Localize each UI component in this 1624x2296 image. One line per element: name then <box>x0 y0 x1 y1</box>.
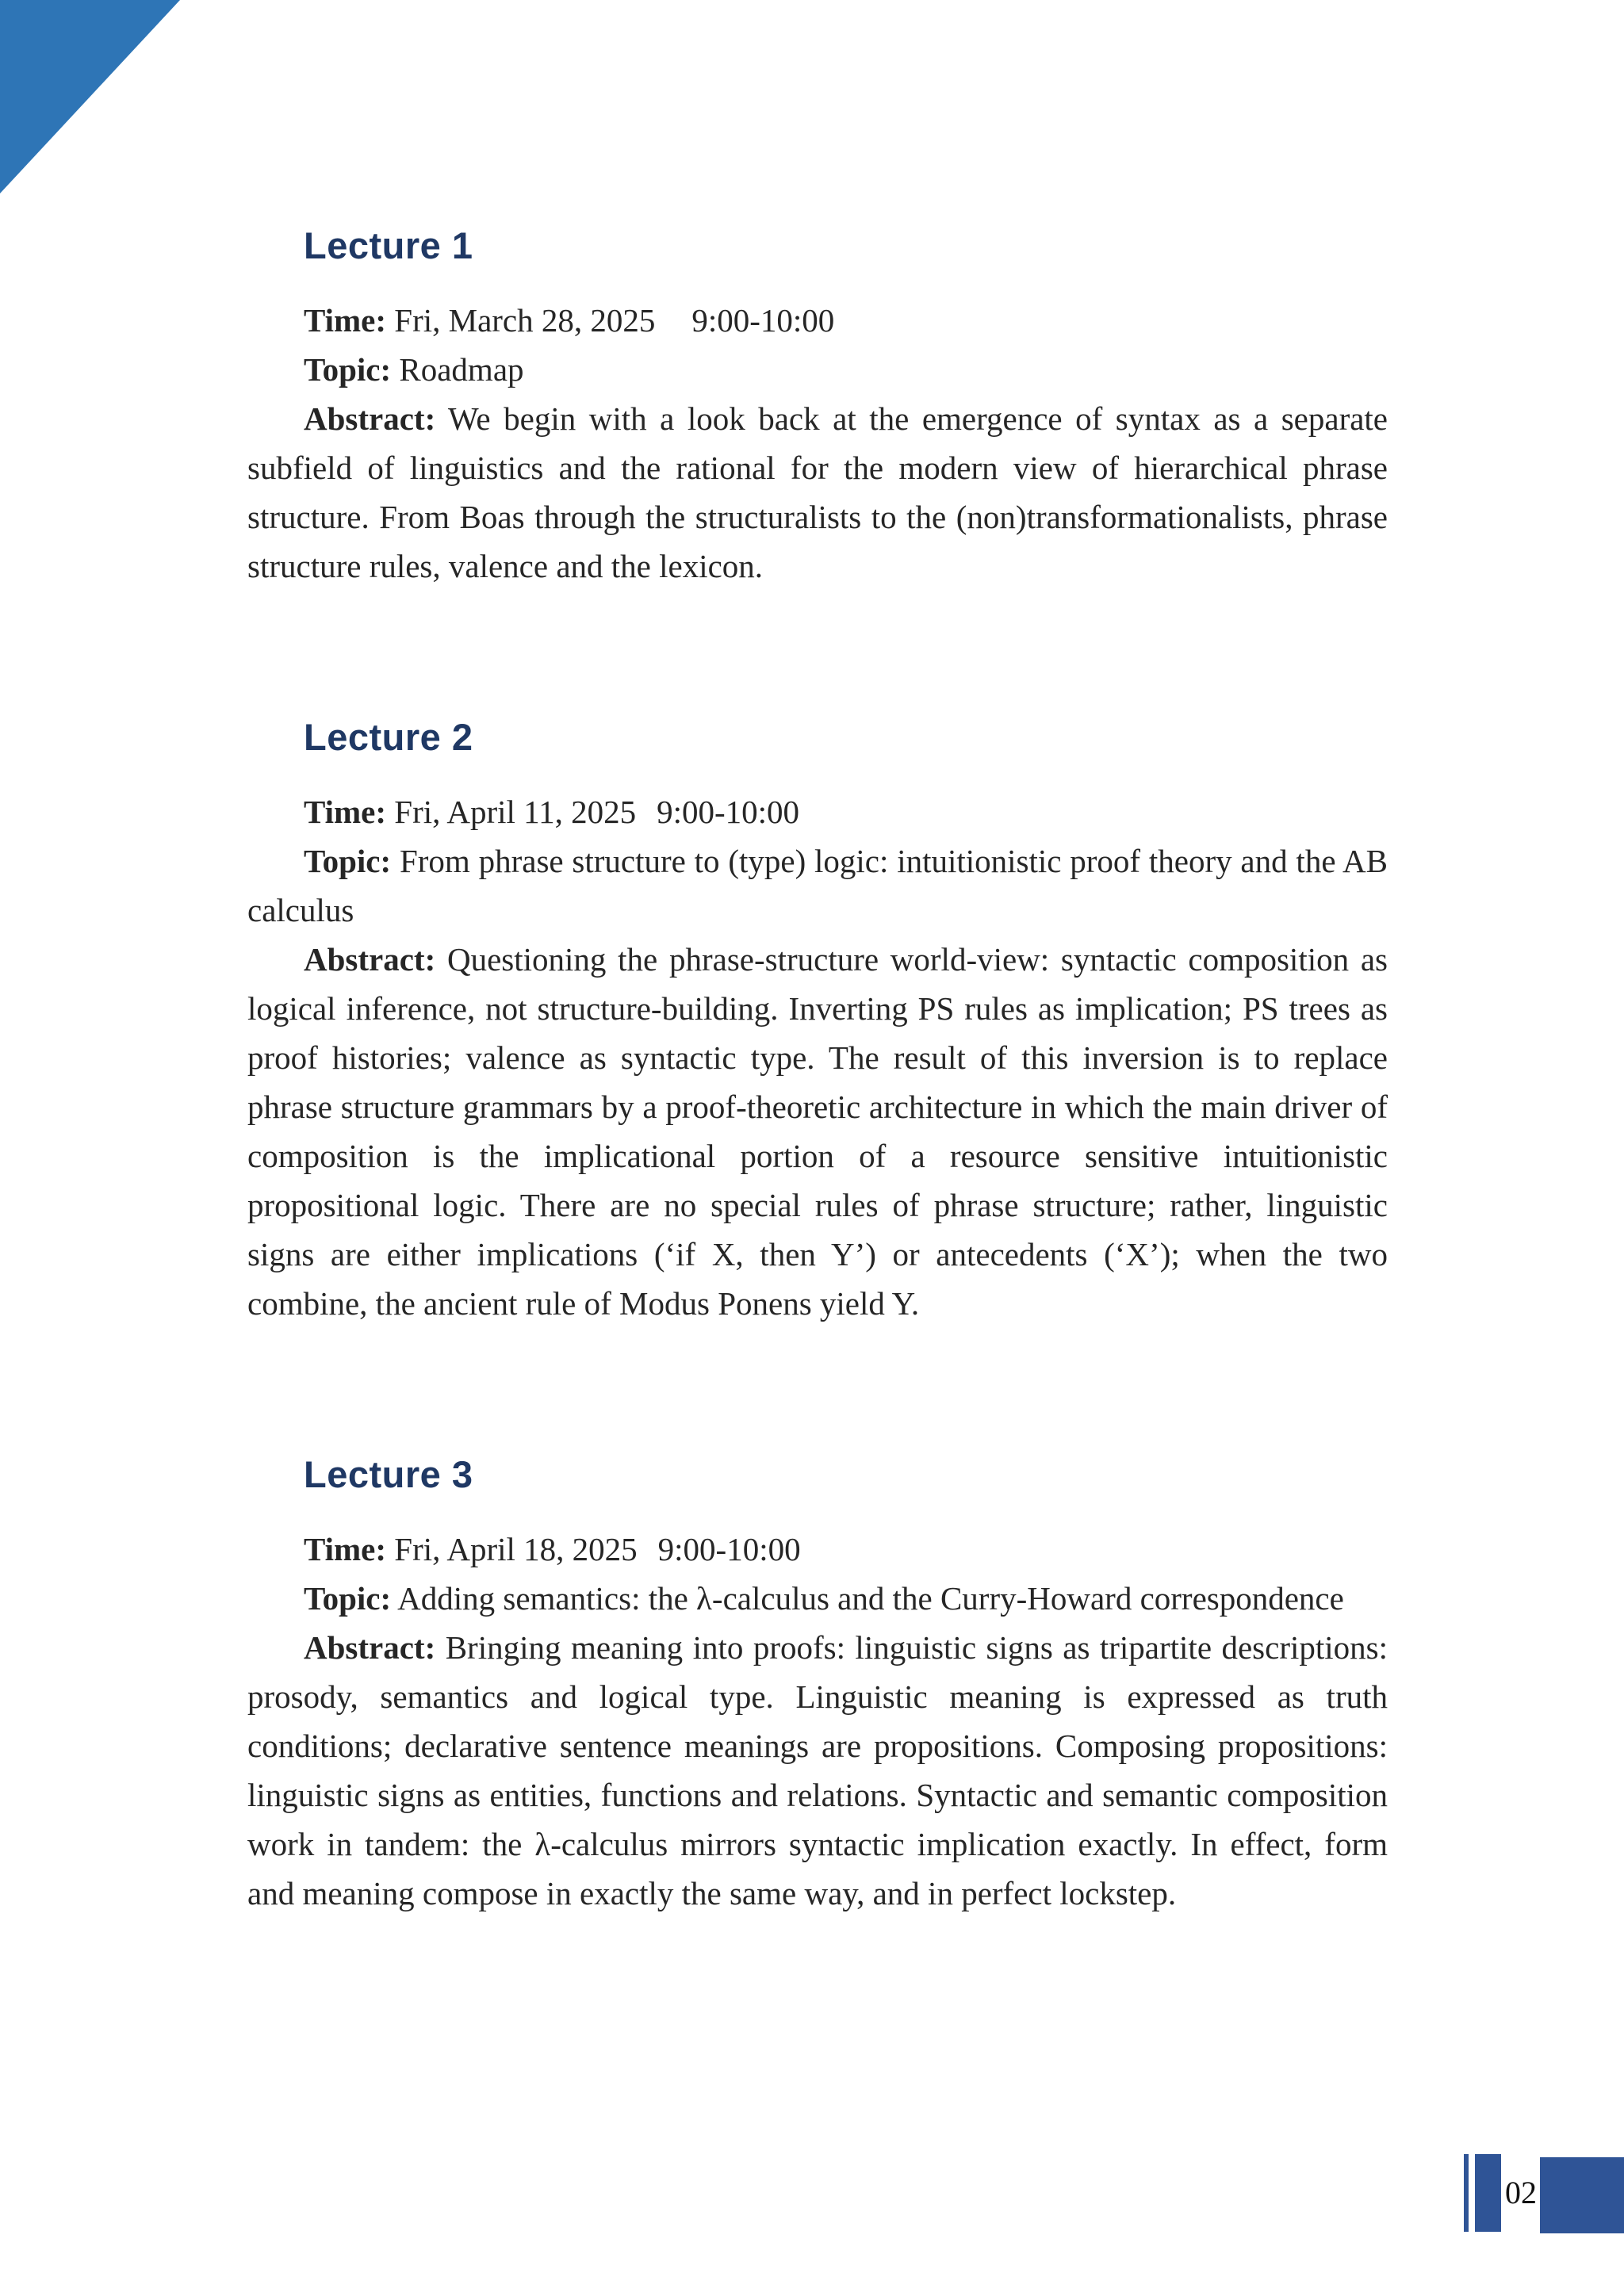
time-date: Fri, March 28, 2025 <box>394 302 656 339</box>
topic-label: Topic: <box>304 843 392 879</box>
lecture-3-section <box>247 1453 1388 1918</box>
page-number: 02 <box>1505 2175 1537 2210</box>
time-range: 9:00-10:00 <box>657 1531 801 1567</box>
lecture-1-topic-line <box>247 345 1388 394</box>
lecture-2-heading: Lecture 2 <box>304 716 473 758</box>
footer-accent-bar-thick <box>1475 2154 1501 2232</box>
footer-accent-rect <box>1540 2157 1624 2233</box>
time-label: Time: <box>304 302 387 339</box>
time-date: Fri, April 11, 2025 <box>394 794 637 830</box>
corner-accent-triangle <box>0 0 180 193</box>
time-label: Time: <box>304 794 387 830</box>
lecture-3-abstract <box>247 1623 1388 1918</box>
topic-label: Topic: <box>304 1580 392 1617</box>
lecture-1-abstract <box>247 394 1388 591</box>
topic-text: From phrase structure to (type) logic: intuitionistic proof theory and the AB calculus <box>247 843 1388 928</box>
topic-label: Topic: <box>304 351 392 388</box>
time-label: Time: <box>304 1531 387 1567</box>
lecture-3-heading: Lecture 3 <box>304 1453 473 1495</box>
lecture-2-abstract <box>247 935 1388 1328</box>
abstract-label: Abstract: <box>304 1629 436 1666</box>
lecture-3-topic-line <box>247 1574 1388 1623</box>
abstract-label: Abstract: <box>304 400 436 437</box>
abstract-text: We begin with a look back at the emergence of syntax as a separate subfield of linguistics and the rational for the modern view of hierarchical phrase structure. From Boas through the structuralists to the (non)transformationalists, phrase structure rules, valence and the lexicon. <box>247 400 1388 584</box>
lecture-3-time-line <box>247 1525 1388 1574</box>
lecture-1-section <box>247 224 1388 591</box>
lecture-1-heading: Lecture 1 <box>304 224 473 266</box>
footer-accent-bar-thin <box>1464 2154 1469 2232</box>
page-content <box>247 224 1388 1918</box>
lecture-1-time-line <box>247 296 1388 345</box>
lecture-2-topic-line <box>247 836 1388 935</box>
abstract-label: Abstract: <box>304 941 436 978</box>
time-range: 9:00-10:00 <box>691 302 835 339</box>
topic-text: Adding semantics: the λ-calculus and the Curry-Howard correspondence <box>397 1580 1344 1617</box>
lecture-2-section <box>247 716 1388 1328</box>
time-range: 9:00-10:00 <box>657 794 800 830</box>
time-date: Fri, April 18, 2025 <box>394 1531 638 1567</box>
topic-text: Roadmap <box>399 351 524 388</box>
abstract-text: Questioning the phrase-structure world-view: syntactic composition as logical inference, not structure-building. Inverting PS rules as implication; PS trees as proof histories; valence as syntactic type. The result of this inversion is to replace phrase structure grammars by a proof-theoretic architecture in which the main driver of composition is the implicational portion of a resource sensitive intuitionistic propositional logic. There are no special rules of phrase structure; rather, linguistic signs are either implications (‘if X, then Y’) or antecedents (‘X’); when the two combine, the ancient rule of Modus Ponens yield Y. <box>247 941 1388 1322</box>
lecture-2-time-line <box>247 787 1388 836</box>
abstract-text: Bringing meaning into proofs: linguistic signs as tripartite descriptions: prosody, semantics and logical type. Linguistic meaning is expressed as truth conditions; declarative sentence meanings are propositions. Composing propositions: linguistic signs as entities, functions and relations. Syntactic and semantic composition work in tandem: the λ-calculus mirrors syntactic implication exactly. In effect, form and meaning compose in exactly the same way, and in perfect lockstep. <box>247 1629 1388 1911</box>
